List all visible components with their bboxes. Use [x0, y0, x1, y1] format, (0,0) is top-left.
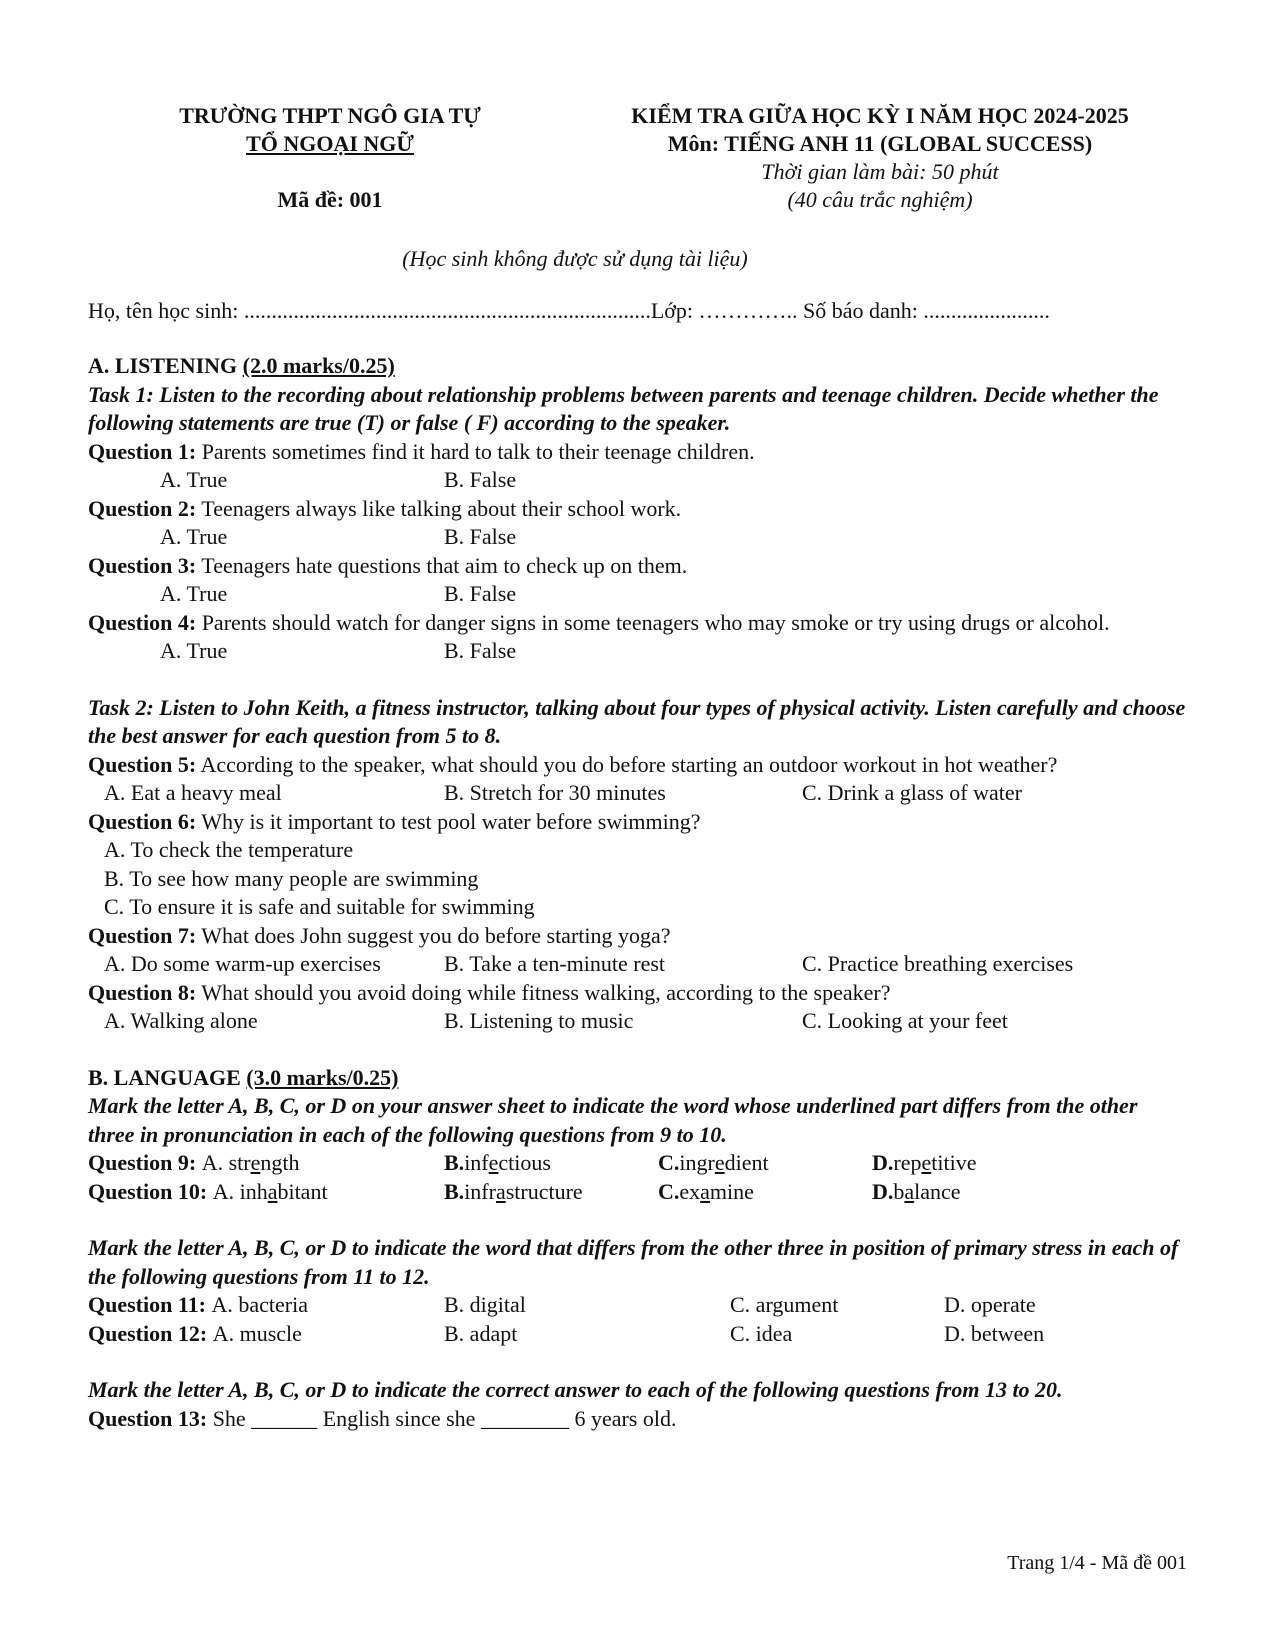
- option-a: A. Do some warm-up exercises: [104, 951, 381, 976]
- option-c: C. argument: [730, 1292, 839, 1317]
- option-b: B.infrastructure: [444, 1178, 583, 1204]
- option-c: C. Drink a glass of water: [802, 780, 1022, 805]
- question-text: Teenagers always like talking about their school work.: [196, 495, 682, 521]
- question-7-options: [88, 950, 1188, 979]
- question-label: Question 9:: [88, 1150, 197, 1175]
- question-8: [88, 979, 1188, 1008]
- exam-time: Thời gian làm bài: 50 phút: [761, 159, 999, 184]
- option-b: B. False: [444, 524, 517, 549]
- section-title: B. LANGUAGE: [88, 1064, 241, 1090]
- section-title: A. LISTENING: [88, 353, 238, 378]
- option-a: A. inhabitant: [212, 1178, 328, 1204]
- task-2-instructions: Task 2: Listen to John Keith, a fitness instructor, talking about four types of physical activity. Listen carefully and choose the best answer for each question from 5 to 8.: [88, 694, 1186, 748]
- pronunciation-instructions: Mark the letter A, B, C, or D on your answer sheet to indicate the word whose underlined part differs from the other three in pronunciation in each of the following questions from 9 to 10.: [88, 1093, 1138, 1147]
- question-3: [88, 552, 1188, 581]
- question-text: Parents should watch for danger signs in some teenagers who may smoke or try using drugs or alcohol.: [196, 609, 1110, 635]
- option-b: B. False: [444, 581, 517, 606]
- school-name: TRƯỜNG THPT NGÔ GIA TỰ: [179, 103, 481, 128]
- exam-question-count: (40 câu trắc nghiệm): [787, 187, 973, 212]
- page-footer: Trang 1/4 - Mã đề 001: [1007, 1552, 1187, 1574]
- option-c: C. To ensure it is safe and suitable for swimming: [104, 894, 535, 919]
- option-c: C. Practice breathing exercises: [802, 951, 1074, 976]
- question-text: What should you avoid doing while fitness walking, according to the speaker?: [196, 979, 891, 1005]
- school-block: [110, 102, 550, 214]
- question-13: [88, 1405, 1188, 1434]
- option-b: B. Listening to music: [444, 1008, 634, 1033]
- question-1-options: [88, 466, 1188, 495]
- option-a: A. muscle: [212, 1320, 302, 1346]
- question-5-options: [88, 779, 1188, 808]
- option-b: B. Take a ten-minute rest: [444, 951, 666, 976]
- option-c: C. Looking at your feet: [802, 1008, 1008, 1033]
- exam-title: KIỂM TRA GIỮA HỌC KỲ I NĂM HỌC 2024-2025: [631, 103, 1129, 128]
- question-label: Question 8:: [88, 979, 197, 1005]
- option-a: A. Eat a heavy meal: [104, 780, 282, 805]
- option-d: D.repetitive: [872, 1150, 977, 1175]
- no-materials-note: (Học sinh không được sử dụng tài liệu): [402, 246, 748, 271]
- student-info-line: Họ, tên học sinh: ..........................................................................Lớp: ………….. Số báo danh: .......................: [88, 298, 1050, 323]
- grammar-instructions: Mark the letter A, B, C, or D to indicate the correct answer to each of the following questions from 13 to 20.: [88, 1377, 1063, 1402]
- section-marks: (3.0 marks/0.25): [246, 1064, 399, 1090]
- question-4: [88, 609, 1188, 638]
- option-a: A. True: [160, 638, 228, 663]
- option-a: A. True: [160, 467, 228, 492]
- option-d: D.balance: [872, 1178, 961, 1204]
- question-text: What does John suggest you do before starting yoga?: [196, 922, 671, 948]
- question-label: Question 12:: [88, 1320, 208, 1346]
- question-label: Question 6:: [88, 808, 197, 834]
- question-8-options: [88, 1007, 1188, 1036]
- option-a: A. To check the temperature: [104, 837, 354, 862]
- question-3-options: [88, 580, 1188, 609]
- section-marks: (2.0 marks/0.25): [242, 353, 395, 378]
- question-1: [88, 438, 1188, 467]
- option-c: C.examine: [658, 1178, 754, 1204]
- question-text: Parents sometimes find it hard to talk to their teenage children.: [196, 438, 755, 464]
- question-11: [88, 1291, 1188, 1320]
- question-5: [88, 751, 1188, 780]
- exam-subject: Môn: TIẾNG ANH 11 (GLOBAL SUCCESS): [667, 131, 1093, 156]
- section-listening-heading: [88, 352, 1188, 381]
- exam-code: Mã đề: 001: [277, 187, 383, 212]
- question-label: Question 10:: [88, 1178, 208, 1204]
- question-label: Question 2:: [88, 495, 197, 521]
- question-7: [88, 922, 1188, 951]
- question-text: She ______ English since she ________ 6 years old.: [207, 1405, 677, 1431]
- department-name: TỔ NGOẠI NGỮ: [246, 131, 414, 156]
- question-label: Question 5:: [88, 751, 197, 777]
- stress-instructions: Mark the letter A, B, C, or D to indicate the word that differs from the other three in position of primary stress in each of the following questions from 11 to 12.: [88, 1235, 1179, 1289]
- option-a: A. Walking alone: [104, 1008, 258, 1033]
- option-c: C.ingredient: [658, 1150, 769, 1175]
- option-c: C. idea: [730, 1320, 793, 1346]
- option-b: B. False: [444, 467, 517, 492]
- question-label: Question 4:: [88, 609, 197, 635]
- question-text: Why is it important to test pool water before swimming?: [196, 808, 701, 834]
- question-4-options: [88, 637, 1188, 666]
- question-label: Question 11:: [88, 1292, 206, 1317]
- question-9: [88, 1149, 1188, 1178]
- exam-info-block: [570, 102, 1190, 214]
- section-language-heading: [88, 1064, 1188, 1093]
- task-1-instructions: Task 1: Listen to the recording about relationship problems between parents and teenage children. Decide whether the following statements are true (T) or false ( F) according to the speaker.: [88, 381, 1159, 435]
- option-a: A. strength: [201, 1150, 300, 1175]
- question-label: Question 7:: [88, 922, 197, 948]
- option-b: B. digital: [444, 1292, 526, 1317]
- exam-content: [88, 352, 1188, 1433]
- question-label: Question 1:: [88, 438, 197, 464]
- question-2: [88, 495, 1188, 524]
- option-d: D. between: [944, 1320, 1045, 1346]
- option-a: A. bacteria: [211, 1292, 308, 1317]
- option-b: B. Stretch for 30 minutes: [444, 780, 666, 805]
- question-6: [88, 808, 1188, 837]
- question-label: Question 13:: [88, 1405, 208, 1431]
- option-d: D. operate: [944, 1292, 1036, 1317]
- option-b: B.infectious: [444, 1150, 551, 1175]
- option-b: B. False: [444, 638, 517, 663]
- question-10: [88, 1178, 1188, 1207]
- option-a: A. True: [160, 524, 228, 549]
- question-12: [88, 1320, 1188, 1349]
- question-2-options: [88, 523, 1188, 552]
- option-a: A. True: [160, 581, 228, 606]
- question-label: Question 3:: [88, 552, 197, 578]
- option-b: B. adapt: [444, 1320, 518, 1346]
- option-b: B. To see how many people are swimming: [104, 865, 479, 891]
- question-text: Teenagers hate questions that aim to check up on them.: [196, 552, 688, 578]
- question-text: According to the speaker, what should you do before starting an outdoor workout in hot weather?: [196, 751, 1058, 777]
